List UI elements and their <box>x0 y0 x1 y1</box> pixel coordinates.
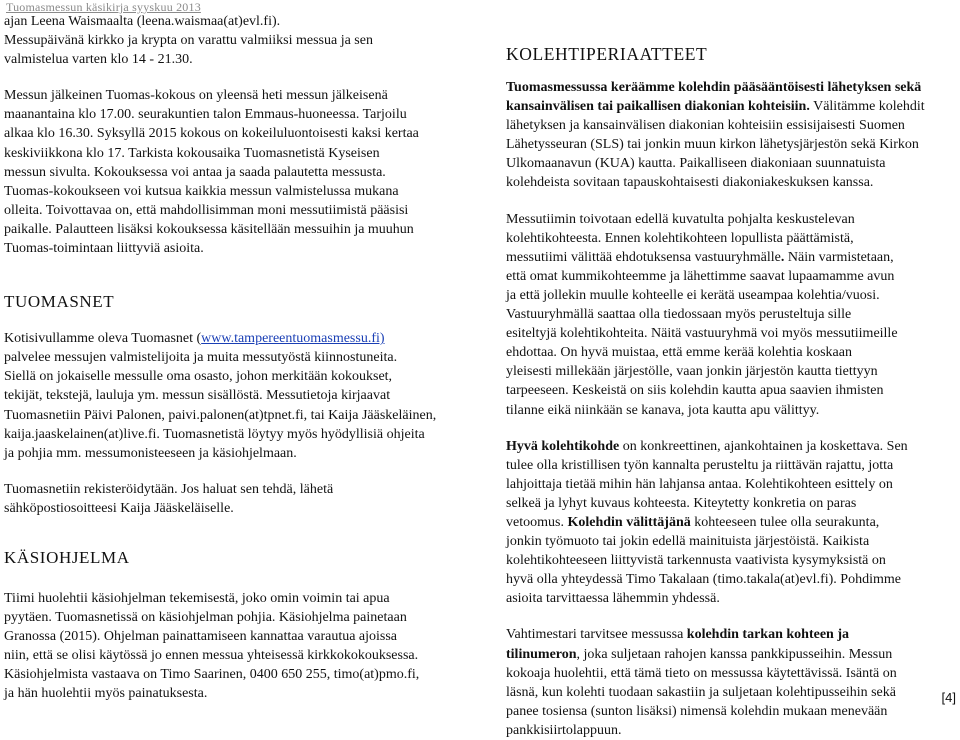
line: kolehtikohteeseen liittyvistä tarkennusta vaativista kysymyksistä on <box>506 553 886 569</box>
line: asioita tarvittaessa lähemmin yhdessä. <box>506 591 720 607</box>
line: jonkin työmuoto tai jokin edellä mainituista järjestöistä. Kaikista <box>506 534 870 550</box>
line: lähetyksen ja kansainvälisen diakonian kohteisiin essisijaisesti Suomen <box>506 118 905 134</box>
line: Kolehdin välittäjänä <box>567 514 691 530</box>
line: niin, että se olisi käytössä jo ennen messua yhteisessä kirkkokokouksessa. <box>4 648 419 664</box>
line: pyytäen. Tuomasnetissä on käsiohjelman pohjia. Käsiohjelma painetaan <box>4 610 407 626</box>
line: Välitämme kolehdit <box>809 99 925 115</box>
line: kolehdeista sovitaan tapauskohtaisesti diakoniakeskuksen kanssa. <box>506 175 874 191</box>
line: tekijät, tekstejä, lauluja ym. messun sisällöstä. Messutietoja kirjaavat <box>4 388 391 404</box>
line: hyvä olla yhteydessä Timo Takalaan (timo.takala(at)evl.fi). Pohdimme <box>506 572 901 588</box>
line: Lähetysseuran (SLS) tai jonkin muun kirkon lähetysjärjestön sekä Kirkon <box>506 137 919 153</box>
page-header: Tuomasmessun käsikirja syyskuu 2013 <box>6 0 201 14</box>
kolehti-paragraph-3 <box>506 437 952 609</box>
line: Granossa (2015). Ohjelman painattamiseen kannattaa varautua ajoissa <box>4 629 398 645</box>
line: Tuomas-kokoukseen voi kutsua kaikkia messun valmistelussa mukana <box>4 183 399 199</box>
line: , joka suljetaan rahojen kanssa pankkipusseihin. Messun <box>576 646 893 662</box>
line: Siellä on jokaiselle messulle oma osasto, johon merkitään kokoukset, <box>4 369 393 385</box>
line: sähköpostiosoitteesi Kaija Jääskeläiselle. <box>4 500 234 516</box>
line: panee tosiensa (sunton lisäksi) nimensä kolehdin mukaan menevään <box>506 703 888 719</box>
kolehti-paragraph-1 <box>506 78 952 193</box>
line: olleita. Toivottavaa on, että mahdollisimman moni messutiimistä pääsisi <box>4 202 409 218</box>
line: Messupäivänä kirkko ja krypta on varattu valmiiksi messua ja sen <box>4 33 373 49</box>
intro-paragraph <box>4 12 476 69</box>
line: Näin varmistetaan, <box>784 249 894 265</box>
line: ja hän huolehtii myös painatuksesta. <box>4 686 208 702</box>
line: kolehtikohteesta. Ennen kolehtikohteen lopullista päättämistä, <box>506 230 854 246</box>
line: kohteeseen tulee olla seurakunta, <box>690 514 880 530</box>
line: pankkisiirtolappuun. <box>506 722 622 738</box>
line: Vastuuryhmällä saattaa olla tiedossaan myös perusteltuja sille <box>506 307 852 323</box>
kolehtiperiaatteet-heading: KOLEHTIPERIAATTEET <box>506 44 708 64</box>
page-number: [4] <box>941 690 956 705</box>
line: että omat kummikohteemme ja lähettimme saavat lupaamamme avun <box>506 268 895 284</box>
line: palvelee messujen valmistelijoita ja muita messutyöstä kiinnostuneita. <box>4 350 398 366</box>
line: lahjoittaja tietää mihin hän lahjansa antaa. Kolehtikohteen esittely on <box>506 476 893 492</box>
line: selkeä ja lyhyt kuvaus kohteesta. Kiteytetty konkretia on paras <box>506 495 857 511</box>
kasiohjelma-paragraph <box>4 589 476 704</box>
right-column <box>506 6 952 740</box>
line: ajan Leena Waismaalta (leena.waismaa(at)evl.fi). <box>4 14 281 29</box>
line: Tuomasnetiin Päivi Palonen, paivi.palonen(at)tpnet.fi, tai Kaija Jääskeläinen, <box>4 407 437 423</box>
tuomasmessu-link[interactable]: www.tampereentuomasmessu.fi) <box>201 331 385 347</box>
line: yleisesti millekään järjestölle, vaan jonkin järjestön kautta tiettyyn <box>506 364 878 380</box>
line: messutiimi välittää ehdotuksensa vastuuryhmälle <box>506 249 781 265</box>
line: keskiviikkona klo 17. Tarkista kokousaika Tuomasnetistä Kyseisen <box>4 145 380 161</box>
tuomasnet-heading: TUOMASNET <box>4 292 115 312</box>
line: Tuomasnetiin rekisteröidytään. Jos haluat sen tehdä, lähetä <box>4 481 334 497</box>
line: on konkreettinen, ajankohtainen ja koskettava. Sen <box>619 438 908 454</box>
line: Vahtimestari tarvitsee messussa <box>506 627 687 643</box>
line: . <box>780 249 785 265</box>
line: vetoomus. <box>506 514 568 530</box>
kokous-paragraph <box>4 86 476 258</box>
line: kaija.jaaskelainen(at)live.fi. Tuomasnetistä löytyy myös hyödyllisiä ohjeita <box>4 426 425 442</box>
kolehti-paragraph-2 <box>506 210 952 420</box>
line: kansainvälisen tai paikallisen diakonian kohteisiin. <box>506 99 810 115</box>
line: ja että jollekin muulle kohteelle ei kerätä useampaa kolehtia/vuosi. <box>506 287 880 303</box>
line: tulee olla kristillisen työn kannalta perusteltu ja riittävän rajattu, jotta <box>506 457 894 473</box>
line: Messun jälkeinen Tuomas-kokous on yleensä heti messun jälkeisenä <box>4 88 388 104</box>
line: Messutiimin toivotaan edellä kuvatulta pohjalta keskustelevan <box>506 211 855 227</box>
line: messun sivulta. Kokouksessa voi antaa ja saada palautetta messusta. <box>4 164 386 180</box>
line: kokoaja huolehtii, että tämä tieto on messussa käytettävissä. Isäntä on <box>506 665 897 681</box>
line: alkaa klo 16.30. Syksyllä 2015 kokous on kokeiluluontoisesti kaksi kertaa <box>4 126 419 142</box>
line: Käsiohjelmista vastaava on Timo Saarinen, 0400 650 255, timo(at)pmo.fi, <box>4 667 420 683</box>
line: Tuomas-toimintaan liittyviä asioita. <box>4 241 204 257</box>
kasiohjelma-heading: KÄSIOHJELMA <box>4 547 130 567</box>
line: Tiimi huolehtii käsiohjelman tekemisestä, joko omin voimin tai apua <box>4 590 390 606</box>
line: tilanne eikä niinkään se kanava, jota kautta apu välittyy. <box>506 402 820 418</box>
line: paikalle. Palautteen lisäksi kokouksessa käsitellään messuihin ja muuhun <box>4 221 414 237</box>
line: esiteltyjä kolehtikohteita. Näitä vastuuryhmä voi myös messutiimeille <box>506 326 898 342</box>
line: Tuomasmessussa keräämme kolehdin pääsääntöisesti lähetyksen sekä <box>506 80 922 95</box>
line: maanantaina klo 17.00. seurakuntien talon Emmaus-huoneessa. Tarjoilu <box>4 107 407 123</box>
line: kolehdin tarkan kohteen ja <box>686 627 849 643</box>
tuomasnet-paragraph <box>4 329 476 463</box>
line: Kotisivullamme oleva Tuomasnet ( <box>4 331 202 347</box>
rekisteri-paragraph <box>4 480 476 518</box>
line: tarpeeseen. Keskeistä on siis kolehdin kautta apua saavien ihmisten <box>506 383 884 399</box>
kolehti-paragraph-4 <box>506 625 952 740</box>
line: Hyvä kolehtikohde <box>506 438 620 454</box>
line: läsnä, kun kolehti tuodaan sakastiin ja suljetaan kolehtipusseihin sekä <box>506 684 896 700</box>
left-column <box>4 6 476 704</box>
line: tilinumeron <box>506 646 577 662</box>
line: ehdottaa. On hyvä muistaa, että emme kerää kolehtia koskaan <box>506 345 852 361</box>
line: valmistelua varten klo 14 - 21.30. <box>4 52 193 68</box>
line: Ulkomaanavun (KUA) kautta. Paikalliseen diakoniaan suunnatuista <box>506 156 886 172</box>
line: ja pohjia mm. messumonisteeseen ja käsiohjelmaan. <box>4 445 297 461</box>
